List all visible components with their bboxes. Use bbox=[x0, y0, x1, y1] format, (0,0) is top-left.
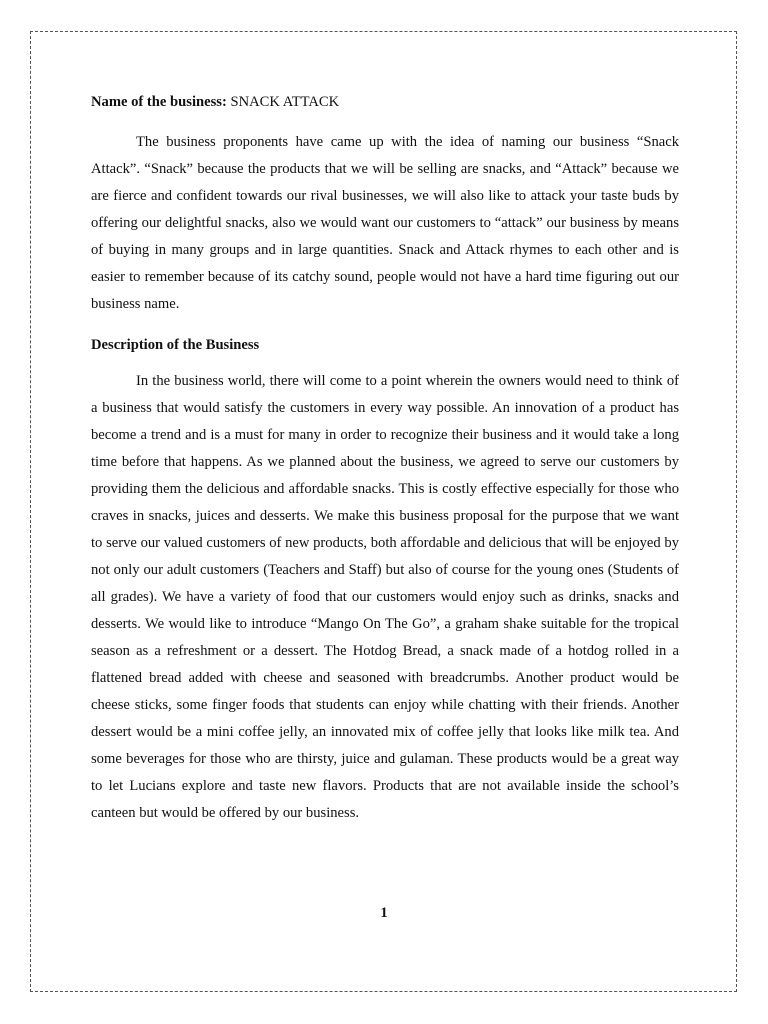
business-name-label: Name of the business: bbox=[91, 94, 227, 110]
page-number: 1 bbox=[380, 905, 388, 921]
naming-paragraph: The business proponents have came up with the idea of naming our business “Snack Attack”. “Snack” because the products that we will be selling are snacks, and “Attack” because we are fierce and confident towards our rival businesses, we will also like to attack your taste buds by offering our delightful snacks, also we would want our customers to “attack” our business by means of buying in many groups and in large quantities. Snack and Attack rhymes to each other and is easier to remember because of its catchy sound, people would not have a hard time figuring out our business name. bbox=[91, 134, 679, 312]
description-paragraph: In the business world, there will come to a point wherein the owners would need to think of a business that would satisfy the customers in every way possible. An innovation of a product has become a trend and is a must for many in order to recognize their business and it would take a long time before that happens. As we planned about the business, we agreed to serve our customers by providing them the delicious and affordable snacks. This is costly effective especially for those who craves in snacks, juices and desserts. We make this business proposal for the purpose that we want to serve our valued customers of new products, both affordable and delicious that will be enjoyed by not only our adult customers (Teachers and Staff) but also of course for the young ones (Students of all grades). We have a variety of food that our customers would enjoy such as drinks, snacks and desserts. We would like to introduce “Mango On The Go”, a graham shake suitable for the tropical season as a refreshment or a dessert. The Hotdog Bread, a snack made of a hotdog rolled in a flattened bread added with cheese and seasoned with breadcrumbs. Another product would be cheese sticks, some finger foods that students can enjoy while chatting with their friends. Another dessert would be a mini coffee jelly, an innovated mix of coffee jelly that looks like milk tea. And some beverages for those who are thirsty, juice and gulaman. These products would be a great way to let Lucians explore and taste new flavors. Products that are not available inside the school’s canteen but would be offered by our business. bbox=[91, 373, 679, 821]
business-name-line bbox=[91, 92, 679, 112]
section-heading-description: Description of the Business bbox=[91, 337, 260, 353]
business-name-value: SNACK ATTACK bbox=[230, 94, 340, 110]
document-body bbox=[91, 92, 679, 844]
